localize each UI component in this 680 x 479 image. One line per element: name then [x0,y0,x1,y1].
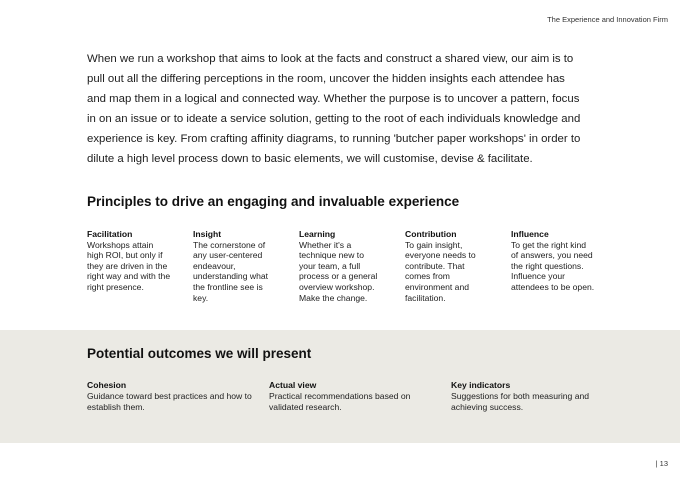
outcomes-title: Potential outcomes we will present [87,346,312,361]
principle-title: Influence [511,229,549,239]
principle-title: Contribution [405,229,457,239]
header-brand: The Experience and Innovation Firm [547,15,668,24]
principle-facilitation [87,229,193,303]
outcome-title: Actual view [269,380,317,390]
outcome-text: Practical recommendations based on validated research. [269,391,411,412]
principle-text: Workshops attain high ROI, but only if they are driven in the right way and with the right presence. [87,239,171,292]
principle-insight [193,229,299,303]
principle-text: Whether it's a technique new to your team, a full process or a general overview workshop. Make the change. [299,239,378,303]
outcome-title: Cohesion [87,380,127,390]
principles-title: Principles to drive an engaging and invaluable experience [87,194,460,209]
outcome-key-indicators [451,380,633,413]
outcome-actual-view [269,380,451,413]
principle-title: Facilitation [87,229,133,239]
principles-list [87,229,617,303]
outcome-text: Suggestions for both measuring and achieving success. [451,391,590,412]
outcome-title: Key indicators [451,380,511,390]
principle-text: To gain insight, everyone needs to contribute. That comes from environment and facilitation. [405,239,476,303]
outcomes-list [87,380,627,413]
outcome-text: Guidance toward best practices and how to establish them. [87,391,252,412]
principle-text: The cornerstone of any user-centered endeavour, understanding what the frontline see is key. [193,239,269,303]
principle-influence [511,229,617,303]
principle-contribution [405,229,511,303]
principle-title: Insight [193,229,222,239]
intro-paragraph: When we run a workshop that aims to look at the facts and construct a shared view, our aim is to pull out all the differing perceptions in the room, uncover the hidden insights each attendee has and map them in a logical and connected way. Whether the purpose is to uncover a pattern, focus in on an issue or to ideate a service solution, getting to the root of each individuals knowledge and experience is key. From crafting affinity diagrams, to running 'butcher paper workshops' in order to dilute a high level process down to basic elements, we will customise, devise & facilitate. [87,53,581,166]
outcome-cohesion [87,380,269,413]
principle-title: Learning [299,229,336,239]
principle-text: To get the right kind of answers, you need the right questions. Influence your attendees to be open. [511,239,595,292]
principle-learning [299,229,405,303]
page-number: | 13 [655,459,668,468]
